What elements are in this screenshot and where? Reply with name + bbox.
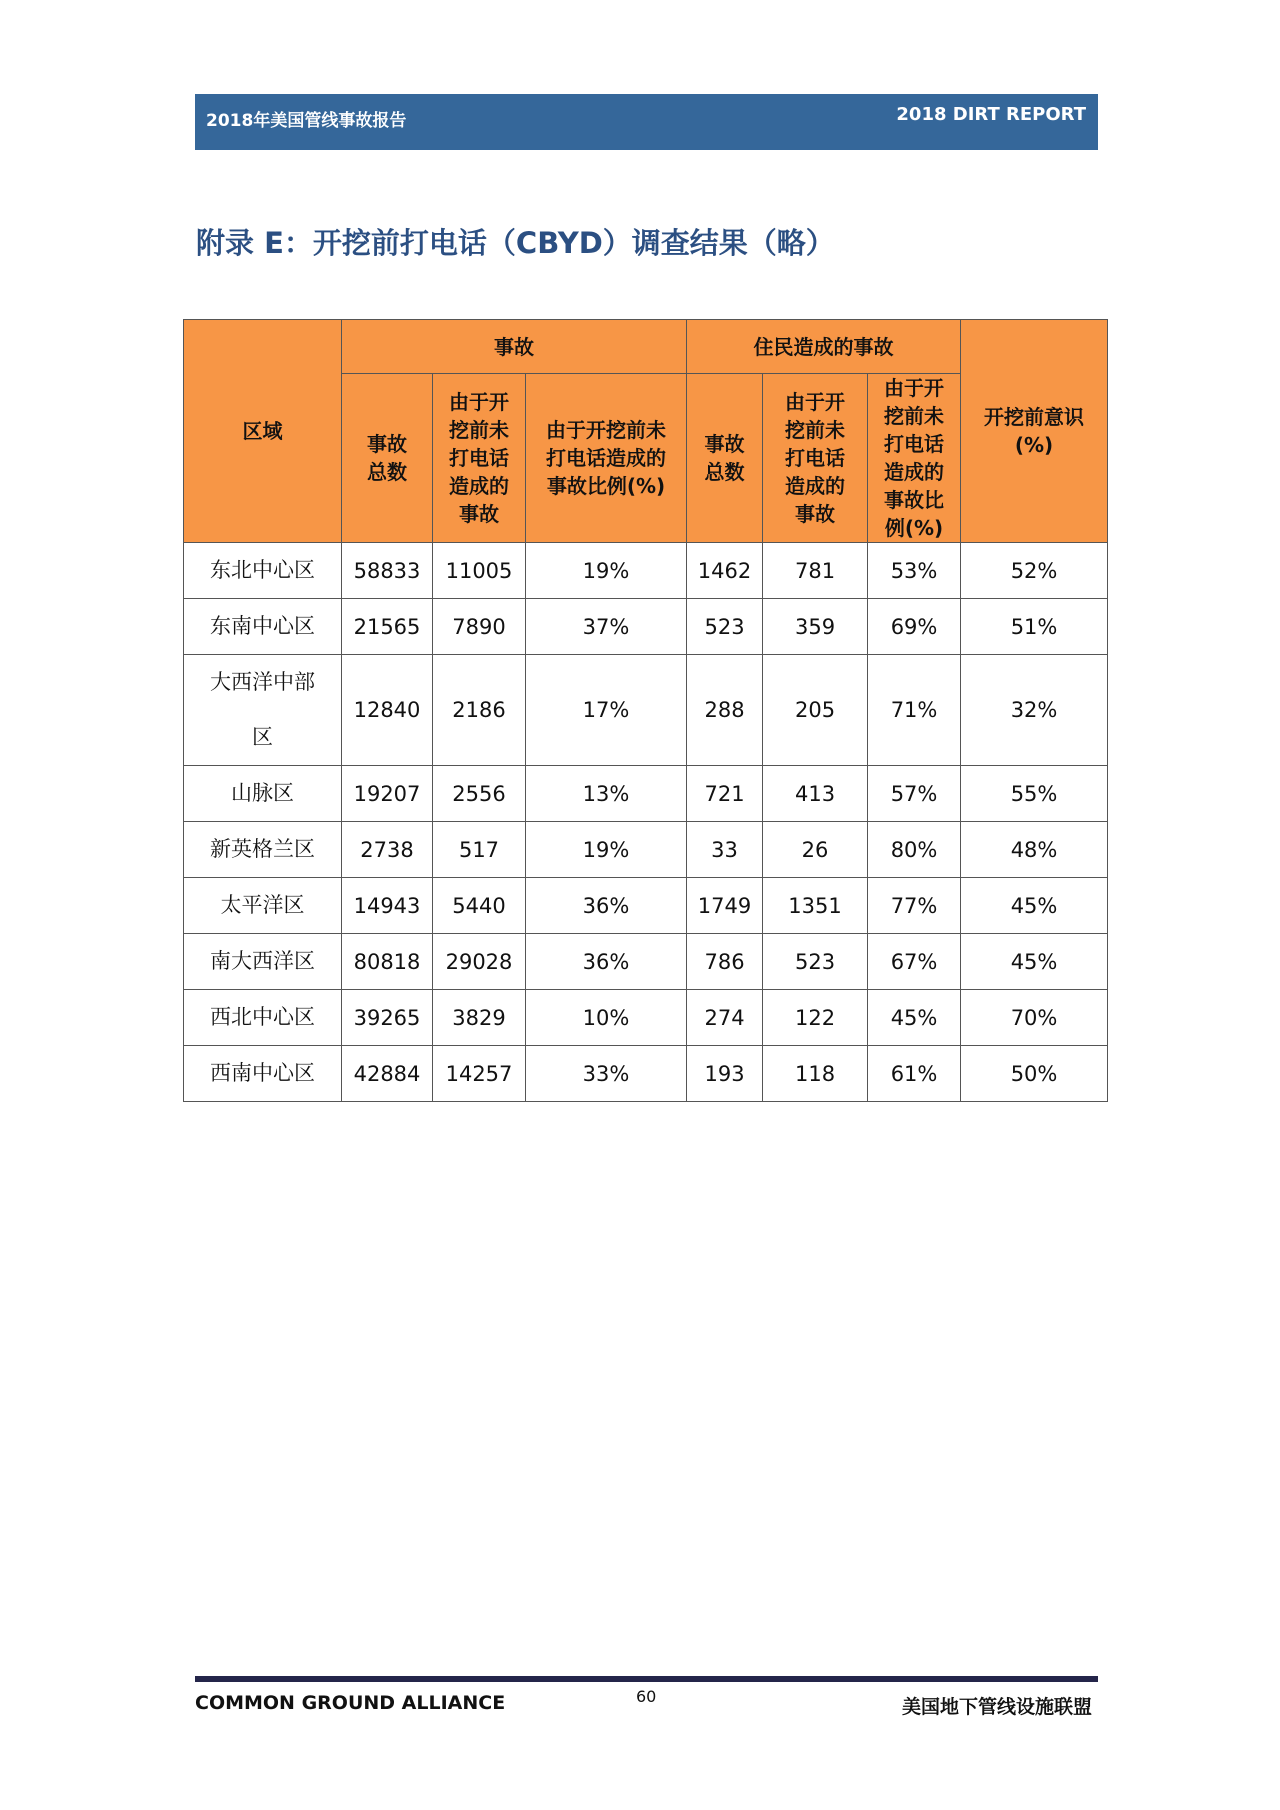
region-cell: 太平洋区 [184,878,342,934]
pct-cell: 19% [526,822,687,878]
res-pct-cell: 53% [868,543,961,599]
region-cell: 东北中心区 [184,543,342,599]
no-call-cell: 14257 [433,1046,526,1102]
region-cell: 大西洋中部区 [184,655,342,766]
no-call-cell: 5440 [433,878,526,934]
table-row [184,822,1108,878]
no-call-cell: 2556 [433,766,526,822]
no-call-cell: 11005 [433,543,526,599]
total-cell: 42884 [342,1046,433,1102]
total-cell: 19207 [342,766,433,822]
cbyd-survey-table [183,319,1108,1102]
header-no-call-pct: 由于开挖前未打电话造成的事故比例(%) [526,374,687,543]
res-total-cell: 274 [687,990,763,1046]
total-cell: 80818 [342,934,433,990]
pct-cell: 17% [526,655,687,766]
res-no-call-cell: 781 [763,543,868,599]
no-call-cell: 7890 [433,599,526,655]
table-row [184,934,1108,990]
region-cell: 南大西洋区 [184,934,342,990]
table-row [184,1046,1108,1102]
header-incidents-group: 事故 [342,320,687,374]
res-total-cell: 288 [687,655,763,766]
total-cell: 2738 [342,822,433,878]
res-pct-cell: 45% [868,990,961,1046]
res-total-cell: 1749 [687,878,763,934]
res-no-call-cell: 118 [763,1046,868,1102]
awareness-cell: 55% [961,766,1108,822]
footer-organization-cn: 美国地下管线设施联盟 [901,1696,1092,1718]
res-pct-cell: 57% [868,766,961,822]
res-pct-cell: 61% [868,1046,961,1102]
res-total-cell: 786 [687,934,763,990]
res-no-call-cell: 26 [763,822,868,878]
header-awareness: 开挖前意识(%) [961,320,1108,543]
total-cell: 12840 [342,655,433,766]
res-no-call-cell: 359 [763,599,868,655]
total-cell: 14943 [342,878,433,934]
awareness-cell: 45% [961,934,1108,990]
no-call-cell: 3829 [433,990,526,1046]
header-residential-group: 住民造成的事故 [687,320,961,374]
awareness-cell: 51% [961,599,1108,655]
no-call-cell: 29028 [433,934,526,990]
awareness-cell: 70% [961,990,1108,1046]
awareness-cell: 50% [961,1046,1108,1102]
region-cell: 西南中心区 [184,1046,342,1102]
res-pct-cell: 71% [868,655,961,766]
table-row [184,990,1108,1046]
no-call-cell: 517 [433,822,526,878]
res-total-cell: 193 [687,1046,763,1102]
total-cell: 58833 [342,543,433,599]
footer-organization: COMMON GROUND ALLIANCE [195,1692,506,1714]
pct-cell: 13% [526,766,687,822]
res-total-cell: 721 [687,766,763,822]
table-row [184,766,1108,822]
res-pct-cell: 69% [868,599,961,655]
total-cell: 21565 [342,599,433,655]
pct-cell: 33% [526,1046,687,1102]
res-pct-cell: 77% [868,878,961,934]
awareness-cell: 32% [961,655,1108,766]
pct-cell: 19% [526,543,687,599]
table-row [184,655,1108,766]
region-cell: 新英格兰区 [184,822,342,878]
table-row [184,878,1108,934]
res-no-call-cell: 205 [763,655,868,766]
region-cell: 东南中心区 [184,599,342,655]
res-total-cell: 1462 [687,543,763,599]
res-total-cell: 523 [687,599,763,655]
header-res-no-call: 由于开挖前未打电话造成的事故 [763,374,868,543]
res-pct-cell: 67% [868,934,961,990]
res-total-cell: 33 [687,822,763,878]
header-right-title: 2018 DIRT REPORT [896,104,1086,125]
total-cell: 39265 [342,990,433,1046]
page-number: 60 [636,1687,657,1706]
table-row [184,599,1108,655]
footer-rule [195,1676,1098,1682]
res-no-call-cell: 523 [763,934,868,990]
region-cell: 西北中心区 [184,990,342,1046]
no-call-cell: 2186 [433,655,526,766]
page-title: 附录 E：开挖前打电话（CBYD）调查结果（略） [196,226,835,260]
header-no-call: 由于开挖前未打电话造成的事故 [433,374,526,543]
header-left-title: 2018年美国管线事故报告 [206,111,407,131]
region-cell: 山脉区 [184,766,342,822]
header-region: 区域 [184,320,342,543]
pct-cell: 37% [526,599,687,655]
header-res-total: 事故总数 [687,374,763,543]
res-no-call-cell: 1351 [763,878,868,934]
header-bar [195,94,1098,150]
awareness-cell: 48% [961,822,1108,878]
res-no-call-cell: 413 [763,766,868,822]
pct-cell: 36% [526,934,687,990]
header-res-no-call-pct: 由于开挖前未打电话造成的事故比例(%) [868,374,961,543]
pct-cell: 10% [526,990,687,1046]
table-row [184,543,1108,599]
pct-cell: 36% [526,878,687,934]
awareness-cell: 52% [961,543,1108,599]
res-no-call-cell: 122 [763,990,868,1046]
awareness-cell: 45% [961,878,1108,934]
header-total: 事故总数 [342,374,433,543]
res-pct-cell: 80% [868,822,961,878]
